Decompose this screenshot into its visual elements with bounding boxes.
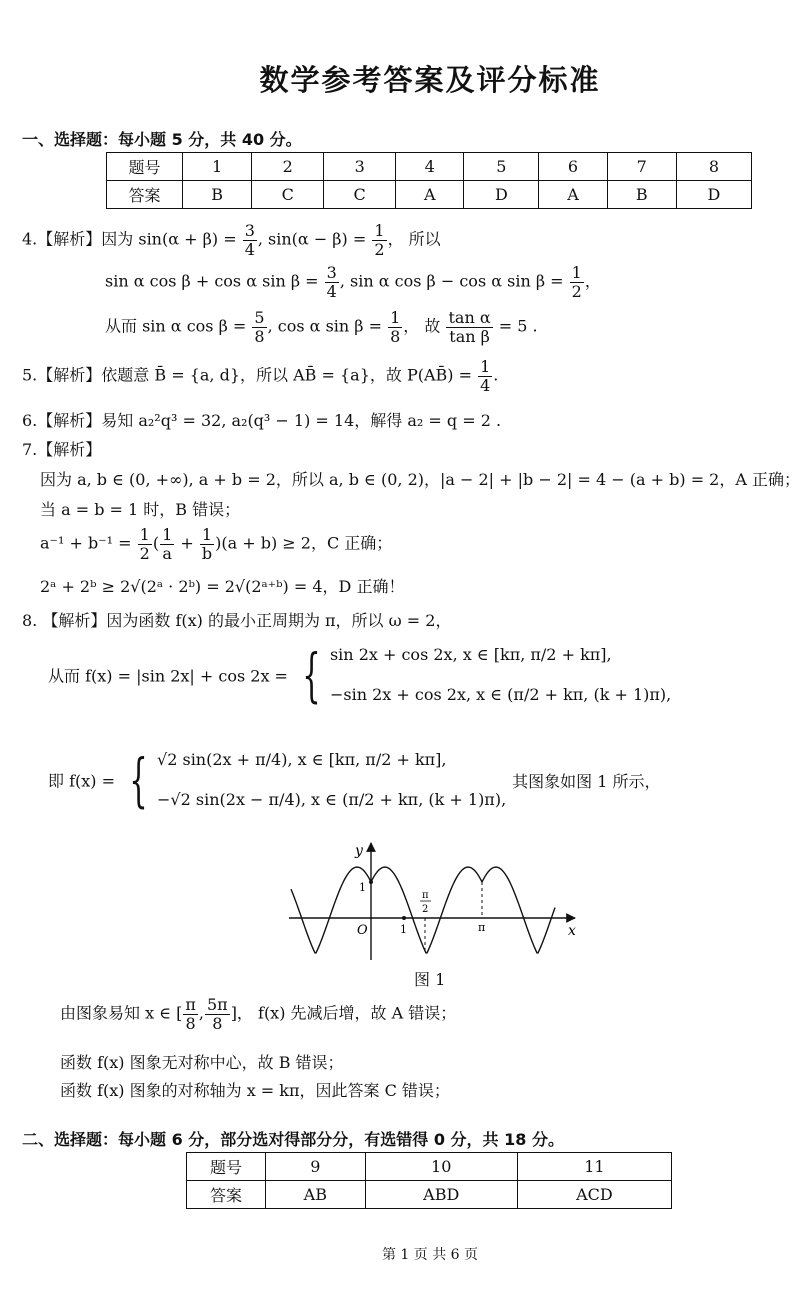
- denominator: 4: [480, 375, 491, 395]
- table-header-cell: 答案: [107, 181, 183, 209]
- fraction: [183, 996, 198, 1032]
- numerator: 3: [244, 221, 255, 240]
- text: 5.【解析】依题意 B̄ = {a, d}，所以 AB̄ = {a}，故 P(AB̄) =: [22, 365, 478, 385]
- table-cell: D: [464, 181, 539, 209]
- q6-line: 6.【解析】易知 a₂²q³ = 32, a₂(q³ − 1) = 14，解得 a₂ = q = 2 .: [22, 411, 502, 430]
- text: 由图象易知 x ∈ [: [60, 1003, 183, 1023]
- denominator: 8: [185, 1013, 196, 1033]
- table-cell: 2: [252, 153, 324, 181]
- table-cell: C: [252, 181, 324, 209]
- table-cell: 8: [676, 153, 751, 181]
- fraction: [160, 526, 174, 562]
- denominator: 4: [244, 239, 255, 259]
- function-graph-figure: [285, 835, 585, 963]
- fraction: [252, 309, 266, 345]
- x-axis-label: x: [568, 923, 576, 939]
- text: , sin α cos β − cos α sin β =: [339, 271, 569, 291]
- q4-line-2: [105, 264, 601, 300]
- q8-conclusion-1: 由图象易知 x ∈ [ $\frac{\pi}{8}$ , $\frac{5\pi}{8}$ ]， f(x) 先减后增，故 A 错误；: [60, 995, 457, 1033]
- table-cell: ACD: [517, 1181, 671, 1209]
- numerator: 1: [390, 308, 401, 327]
- case-row: sin 2x + cos 2x, x ∈ [kπ, π/2 + kπ],: [329, 645, 612, 664]
- fraction: [243, 222, 257, 258]
- text: , cos α sin β =: [267, 316, 388, 336]
- numerator: 3: [326, 263, 337, 282]
- table-cell: 5: [464, 153, 539, 181]
- fraction: [478, 358, 492, 394]
- fraction: [200, 526, 214, 562]
- text: 即 f(x) =: [48, 771, 121, 791]
- table-cell: ABD: [365, 1181, 517, 1209]
- numerator: 1: [200, 526, 214, 545]
- text: )(a + b) ≥ 2，C 正确；: [215, 533, 393, 553]
- denominator: 2: [374, 239, 385, 259]
- text: 其图象如图 1 所示，: [512, 771, 661, 791]
- text: (: [152, 533, 160, 553]
- table-cell: AB: [266, 1181, 366, 1209]
- table-cell: A: [539, 181, 607, 209]
- table-row: [107, 153, 752, 181]
- numerator: 1: [480, 357, 491, 376]
- left-brace: {: [302, 641, 321, 709]
- text: a⁻¹ + b⁻¹ =: [40, 533, 137, 553]
- q7-line-2: 当 a = b = 1 时，B 错误；: [40, 500, 241, 519]
- table-cell: 11: [517, 1153, 671, 1181]
- text: = 5 .: [493, 316, 538, 336]
- table-header-cell: 题号: [107, 153, 183, 181]
- table-cell: D: [676, 181, 751, 209]
- denominator: 8: [390, 326, 401, 346]
- case-row: −sin 2x + cos 2x, x ∈ (π/2 + kπ, (k + 1)π),: [329, 685, 672, 704]
- q8-piecewise-1: [48, 635, 671, 715]
- numerator: 1: [139, 525, 150, 544]
- numerator: 5: [254, 308, 265, 327]
- case-row: √2 sin(2x + π/4), x ∈ [kπ, π/2 + kπ],: [157, 750, 447, 769]
- numerator: π: [185, 995, 196, 1014]
- left-brace: {: [129, 746, 148, 814]
- table-row: [187, 1153, 672, 1181]
- denominator: tan β: [449, 326, 490, 346]
- half-pi-numerator: π: [422, 890, 429, 901]
- pi-tick-label: π: [478, 921, 486, 934]
- denominator: 2: [139, 543, 150, 563]
- y-intercept-point: [369, 880, 373, 884]
- denominator: a: [162, 543, 172, 563]
- denominator: 8: [254, 326, 265, 346]
- denominator: 2: [571, 281, 582, 301]
- q7-line-1: 因为 a, b ∈ (0, +∞), a + b = 2，所以 a, b ∈ (0, 2)，|a − 2| + |b − 2| = 4 − (a + b) = 2，A 正确；: [40, 470, 800, 489]
- q4-line-1: [22, 222, 441, 258]
- q8-conclusion-3: 函数 f(x) 图象的对称轴为 x = kπ，因此答案 C 错误；: [60, 1081, 450, 1100]
- table-row: [187, 1181, 672, 1209]
- cases: [330, 635, 671, 715]
- q7-line-3: [40, 526, 392, 562]
- table-row: [107, 181, 752, 209]
- numerator: 5π: [206, 995, 228, 1014]
- section-1-heading: 一、选择题：每小题 5 分，共 40 分。: [22, 130, 302, 149]
- table-cell: 1: [183, 153, 252, 181]
- text: , sin(α − β) =: [257, 229, 372, 249]
- fraction: [372, 222, 386, 258]
- q4-line-3: [105, 309, 538, 345]
- figure-caption: 图 1: [414, 970, 446, 989]
- page-title: 数学参考答案及评分标准: [259, 63, 601, 97]
- cases: [157, 740, 506, 820]
- denominator: 8: [212, 1013, 223, 1033]
- fraction: [325, 264, 339, 300]
- numerator: 1: [571, 263, 582, 282]
- table-cell: C: [324, 181, 396, 209]
- table-header-cell: 答案: [187, 1181, 266, 1209]
- table-cell: A: [396, 181, 464, 209]
- fraction: [138, 526, 152, 562]
- y-axis-label: y: [355, 843, 363, 859]
- fraction: [446, 309, 492, 345]
- fraction: [388, 309, 402, 345]
- numerator: 1: [162, 525, 173, 544]
- text: ，: [584, 271, 601, 291]
- text: sin α cos β + cos α sin β =: [105, 271, 324, 291]
- q7-line-4: 2ᵃ + 2ᵇ ≥ 2√(2ᵃ · 2ᵇ) = 2√(2ᵃ⁺ᵇ) = 4，D 正确！: [40, 577, 405, 596]
- table-header-cell: 题号: [187, 1153, 266, 1181]
- text: .: [493, 365, 499, 385]
- section-2-answer-table: [186, 1152, 672, 1209]
- text: 从而 sin α cos β =: [105, 316, 252, 336]
- numerator: tan α: [448, 308, 491, 327]
- table-cell: 3: [324, 153, 396, 181]
- x-tick-label: 1: [400, 923, 407, 936]
- denominator: b: [201, 543, 213, 563]
- table-cell: 6: [539, 153, 607, 181]
- table-cell: 10: [365, 1153, 517, 1181]
- q5-line: [22, 358, 498, 394]
- text: 从而 f(x) = |sin 2x| + cos 2x =: [48, 666, 294, 686]
- text: ]， f(x) 先减后增，故 A 错误；: [230, 1003, 457, 1023]
- q8-conclusion-2: 函数 f(x) 图象无对称中心，故 B 错误；: [60, 1053, 344, 1072]
- table-cell: 4: [396, 153, 464, 181]
- y-tick-label: 1: [359, 881, 366, 894]
- section-1-answer-table: [106, 152, 752, 209]
- text: ， 故: [403, 316, 446, 336]
- table-cell: B: [607, 181, 676, 209]
- q7-heading: 7.【解析】: [22, 440, 102, 459]
- denominator: 4: [326, 281, 337, 301]
- half-pi-denominator: 2: [422, 904, 429, 915]
- origin-label: O: [357, 923, 368, 938]
- q8-line-1: 8. 【解析】因为函数 f(x) 的最小正周期为 π，所以 ω = 2，: [22, 611, 452, 630]
- text: +: [175, 533, 199, 553]
- table-cell: 9: [266, 1153, 366, 1181]
- numerator: 1: [374, 221, 385, 240]
- table-cell: 7: [607, 153, 676, 181]
- q8-piecewise-2: [48, 740, 661, 820]
- text: 4.【解析】因为 sin(α + β) =: [22, 229, 242, 249]
- table-cell: B: [183, 181, 252, 209]
- fraction: [205, 996, 230, 1032]
- section-2-heading: 二、选择题：每小题 6 分，部分选对得部分分，有选错得 0 分，共 18 分。: [22, 1130, 564, 1149]
- text: ， 所以: [387, 229, 441, 249]
- fraction: [570, 264, 584, 300]
- x-one-point: [402, 916, 406, 920]
- case-row: −√2 sin(2x − π/4), x ∈ (π/2 + kπ, (k + 1)π),: [157, 790, 507, 809]
- page-footer: 第 1 页 共 6 页: [381, 1247, 479, 1263]
